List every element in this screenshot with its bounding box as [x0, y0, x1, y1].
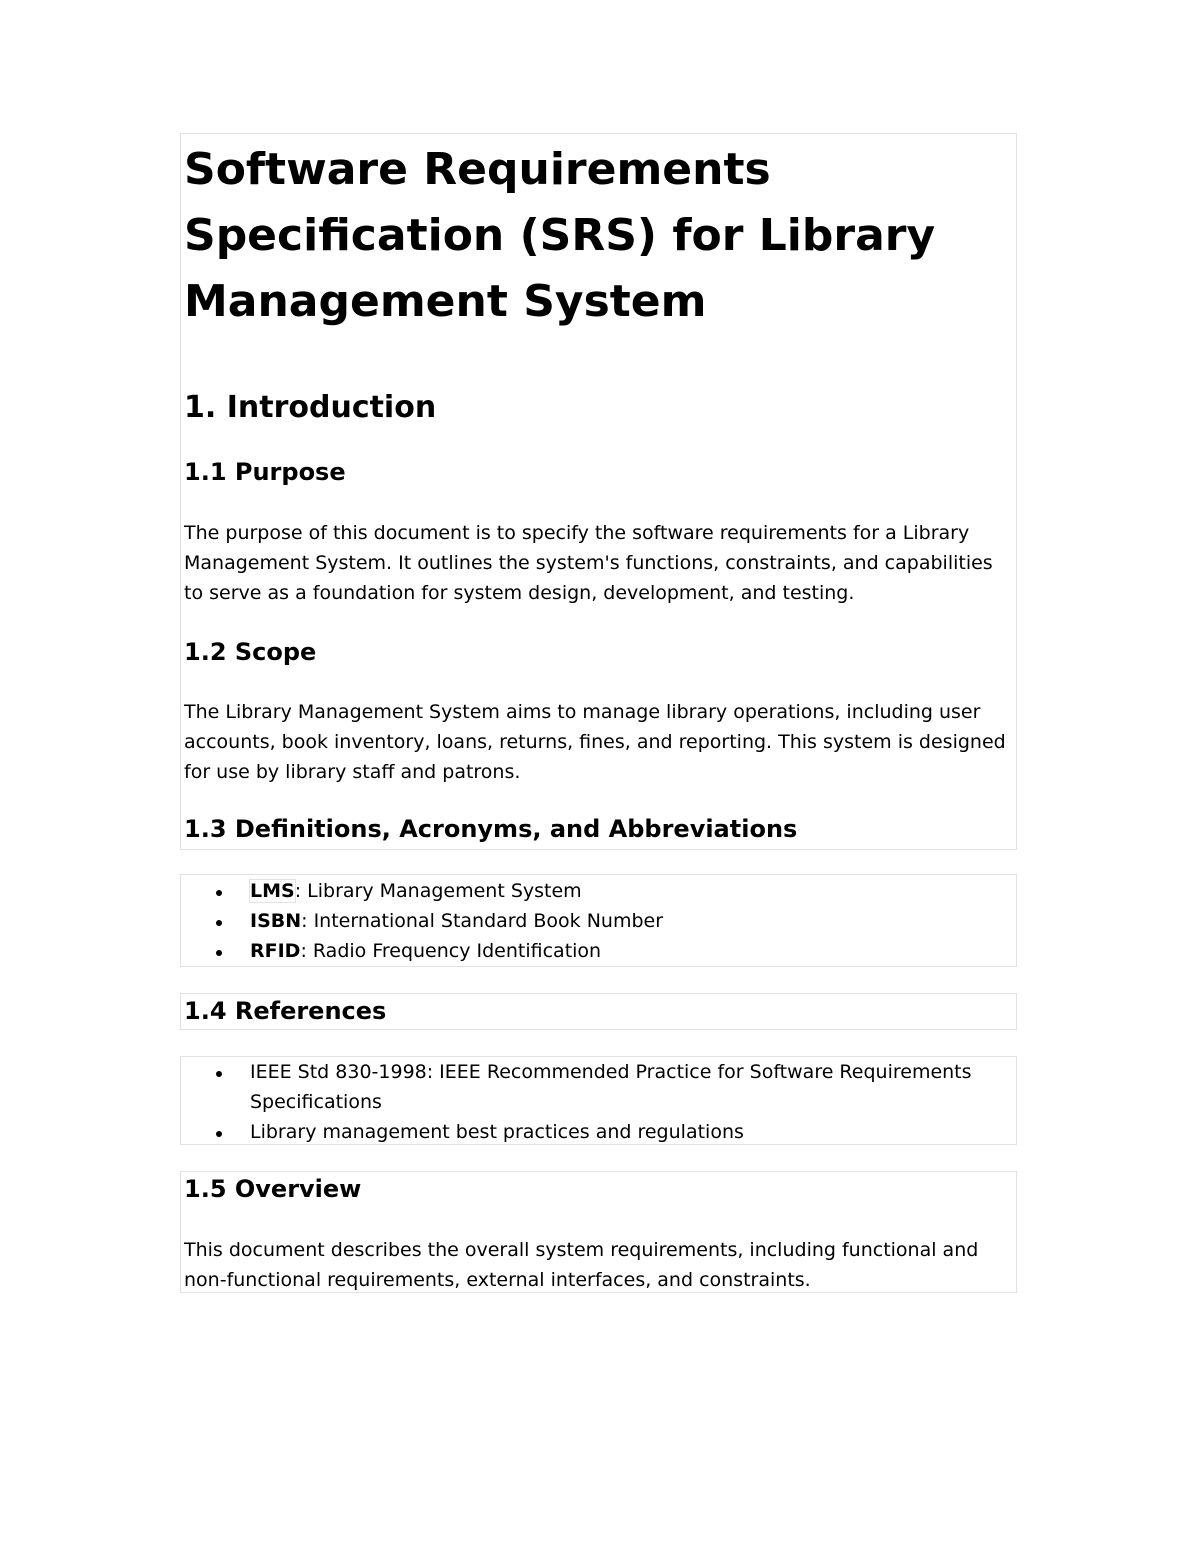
definition-text: : Radio Frequency Identification [300, 940, 602, 962]
paragraph-line: accounts, book inventory, loans, returns, fines, and reporting. This system is designed [184, 731, 1006, 753]
list-item [215, 936, 663, 966]
document-title [184, 137, 935, 335]
list-item [215, 1117, 972, 1147]
reference-text: Library management best practices and regulations [250, 1121, 744, 1143]
document-title-line: Management System [184, 276, 707, 327]
reference-text-continued: Specifications [250, 1091, 382, 1113]
list-item [215, 906, 663, 936]
subsection-heading-definitions: 1.3 Definitions, Acronyms, and Abbreviations [184, 815, 798, 843]
paragraph-line: This document describes the overall system requirements, including functional and [184, 1239, 979, 1261]
subsection-heading-purpose: 1.1 Purpose [184, 458, 346, 486]
list-item [215, 1057, 972, 1117]
paragraph-line: The purpose of this document is to specify the software requirements for a Library [184, 522, 970, 544]
subsection-heading-overview: 1.5 Overview [184, 1175, 362, 1203]
paragraph-line: for use by library staff and patrons. [184, 761, 521, 783]
paragraph-line: to serve as a foundation for system design, development, and testing. [184, 582, 855, 604]
definition-text: : International Standard Book Number [301, 910, 664, 932]
paragraph-line: non-functional requirements, external interfaces, and constraints. [184, 1269, 811, 1291]
document-title-line: Software Requirements [184, 144, 771, 195]
subsection-heading-references: 1.4 References [184, 997, 387, 1025]
purpose-paragraph [184, 518, 993, 608]
overview-paragraph [184, 1235, 978, 1295]
definition-term: ISBN [250, 910, 302, 932]
definition-term: RFID [250, 940, 301, 962]
scope-paragraph [184, 697, 1006, 787]
reference-text: IEEE Std 830-1998: IEEE Recommended Practice for Software Requirements [250, 1061, 972, 1083]
list-item [215, 876, 663, 906]
definition-term: LMS [250, 880, 295, 902]
paragraph-line: The Library Management System aims to manage library operations, including user [184, 701, 981, 723]
subsection-heading-scope: 1.2 Scope [184, 638, 317, 666]
references-list [215, 1057, 972, 1147]
section-heading-introduction: 1. Introduction [184, 390, 437, 425]
definition-text: : Library Management System [294, 880, 582, 902]
document-title-line: Specification (SRS) for Library [184, 210, 936, 261]
paragraph-line: Management System. It outlines the system's functions, constraints, and capabilities [184, 552, 993, 574]
definitions-list [215, 876, 663, 966]
